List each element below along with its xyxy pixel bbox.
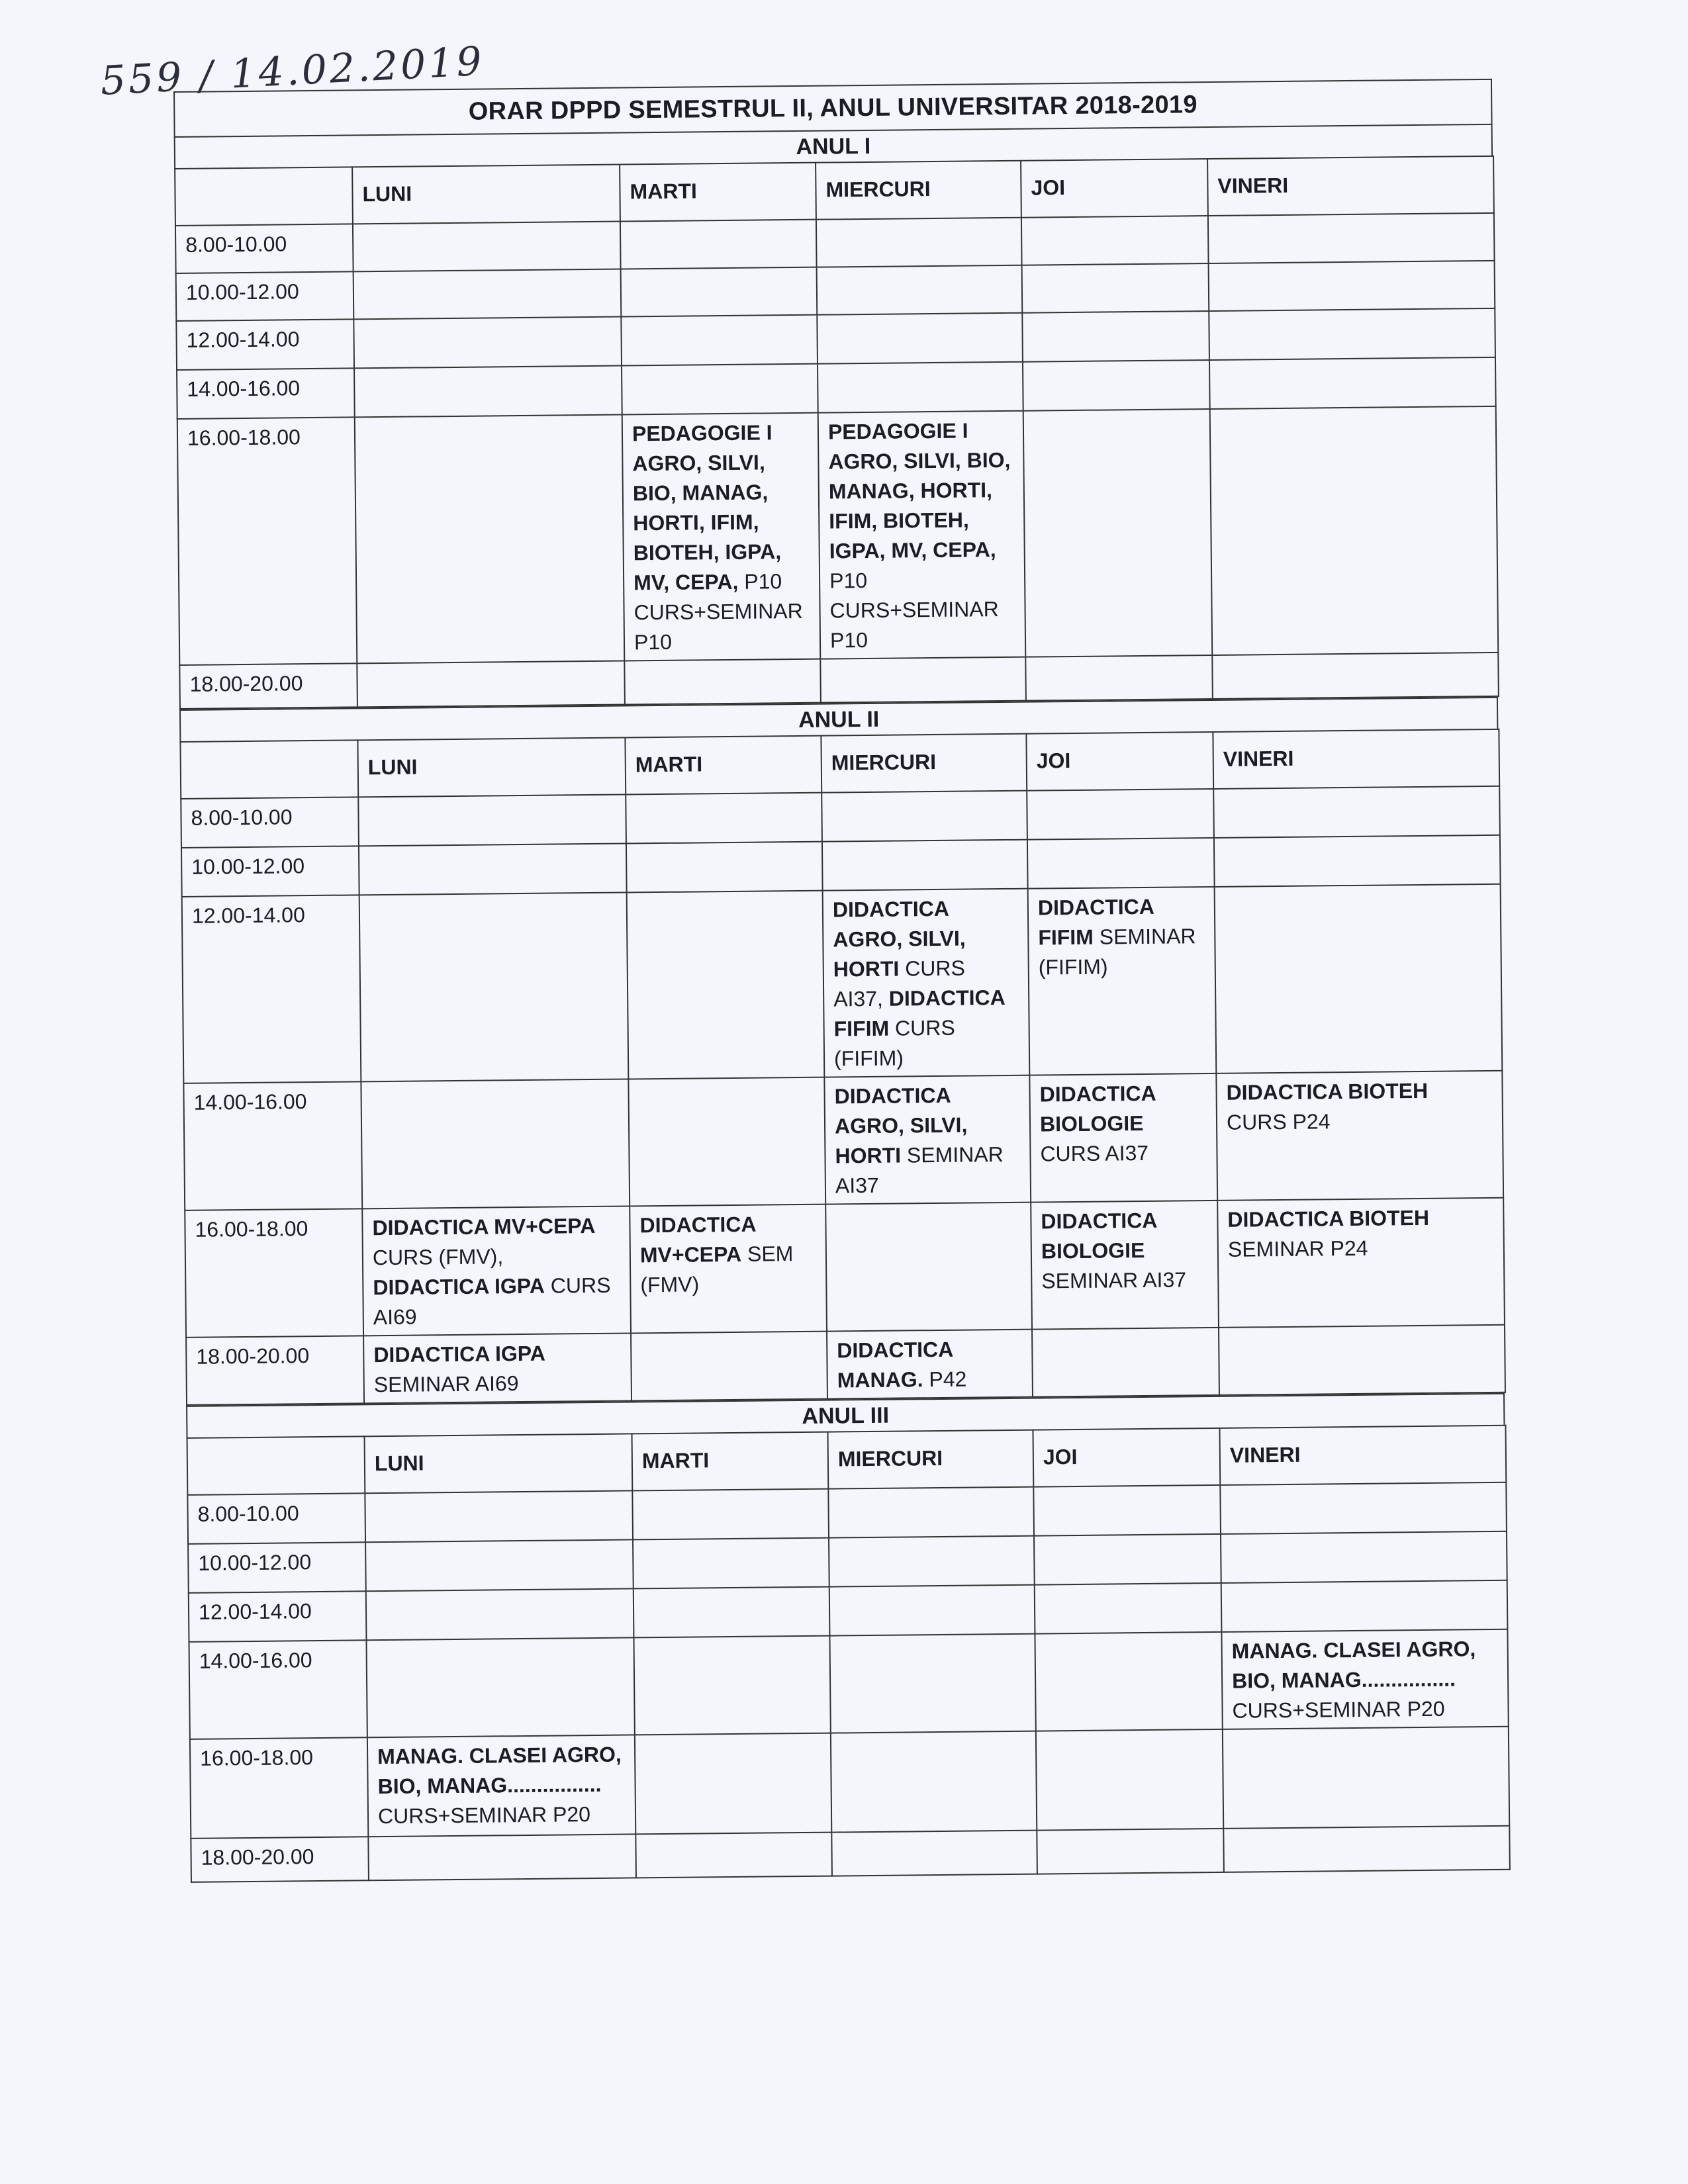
schedule-cell: [626, 842, 823, 893]
course-details: CURS (FMV),: [372, 1244, 504, 1270]
time-slot: 12.00-14.00: [189, 1591, 367, 1642]
schedule-cell: [1029, 1073, 1217, 1203]
schedule-table: [187, 1425, 1511, 1883]
timetable-sheet: [173, 79, 1509, 1883]
course-details: CURS AI69: [373, 1273, 611, 1330]
course-name: DIDACTICA BIOTEH: [1227, 1205, 1430, 1232]
schedule-cell: [1221, 1629, 1508, 1729]
schedule-cell: [363, 1333, 632, 1403]
course-name: MANAG. CLASEI AGRO, BIO, MANAG................: [377, 1742, 622, 1799]
time-slot: 8.00-10.00: [181, 797, 359, 848]
schedule-cell: [353, 269, 622, 320]
day-header: VINERI: [1219, 1426, 1506, 1485]
time-row: [182, 884, 1503, 1083]
schedule-cell: [1223, 1727, 1509, 1829]
course-details: SEMINAR AI69: [373, 1371, 519, 1397]
schedule-cell: [829, 1585, 1035, 1636]
course-details: CURS+SEMINAR P20: [377, 1802, 591, 1829]
schedule-cell: [1028, 887, 1217, 1075]
course-name: DIDACTICA MV+CEPA: [372, 1213, 596, 1240]
schedule-cell: [620, 220, 817, 269]
schedule-cell: [353, 317, 622, 369]
schedule-cell: [1223, 1826, 1510, 1872]
schedule-cell: [367, 1735, 635, 1837]
schedule-cell: [821, 791, 1027, 842]
schedule-cell: [631, 1332, 827, 1401]
schedule-cell: [627, 891, 825, 1079]
time-slot: 8.00-10.00: [175, 224, 353, 273]
day-header: VINERI: [1207, 156, 1494, 216]
schedule-cell: [1021, 216, 1209, 265]
schedule-cell: [1035, 1583, 1222, 1634]
schedule-cell: [1221, 1531, 1507, 1583]
time-slot: 14.00-16.00: [177, 368, 355, 419]
year-label: ANUL II: [179, 697, 1498, 741]
time-row: [183, 1071, 1503, 1210]
schedule-cell: [354, 366, 622, 418]
schedule-cell: [817, 265, 1023, 315]
course-name: DIDACTICA MANAG.: [837, 1337, 953, 1392]
schedule-cell: [1036, 1729, 1223, 1831]
schedule-cell: [621, 267, 818, 317]
schedule-cell: [829, 1634, 1035, 1733]
schedule-cell: [828, 1487, 1034, 1538]
time-slot: 10.00-12.00: [188, 1542, 366, 1593]
time-slot: 12.00-14.00: [182, 895, 361, 1083]
time-row: [190, 1727, 1509, 1839]
day-header: LUNI: [352, 165, 620, 224]
course-details: CURS (FIFIM): [833, 1015, 955, 1071]
schedule-cell: [635, 1833, 832, 1878]
schedule-cell: [817, 313, 1023, 364]
schedule-cell: [1214, 835, 1501, 887]
time-row: [186, 1325, 1505, 1405]
time-slot: 16.00-18.00: [177, 417, 357, 665]
schedule-cell: [624, 659, 821, 705]
schedule-cell: [818, 411, 1026, 659]
schedule-cell: [1025, 655, 1213, 701]
course-details: CURS+SEMINAR P20: [1232, 1696, 1445, 1723]
schedule-cell: [1037, 1829, 1224, 1874]
day-header: LUNI: [357, 737, 626, 797]
day-header: JOI: [1033, 1428, 1220, 1487]
course-details: CURS AI37: [1040, 1140, 1149, 1166]
schedule-cell: [1034, 1534, 1221, 1585]
course-name: DIDACTICA AGRO, SILVI, HORTI: [832, 896, 966, 981]
time-slot: 18.00-20.00: [191, 1837, 369, 1882]
schedule-cell: [827, 1330, 1033, 1399]
schedule-cell: [358, 794, 626, 846]
schedule-cell: [1217, 1198, 1505, 1328]
schedule-cell: [1209, 261, 1495, 311]
day-header: MARTI: [620, 163, 816, 222]
page-title: ORAR DPPD SEMESTRUL II, ANUL UNIVERSITAR 2018-2019: [173, 79, 1493, 136]
schedule-cell: [633, 1538, 829, 1589]
schedule-cell: [365, 1490, 633, 1542]
course-details: SEMINAR P24: [1227, 1236, 1368, 1261]
time-row: [177, 406, 1498, 665]
course-details: P10 CURS+SEMINAR P10: [829, 568, 999, 653]
schedule-cell: [365, 1539, 633, 1591]
schedule-cell: [831, 1731, 1037, 1833]
day-header: MIERCURI: [816, 161, 1021, 220]
years-container: [174, 124, 1509, 1883]
time-slot: 12.00-14.00: [176, 319, 354, 370]
course-name: DIDACTICA IGPA: [373, 1273, 545, 1300]
schedule-cell: [1212, 653, 1499, 699]
course-name: DIDACTICA MV+CEPA: [639, 1212, 756, 1267]
schedule-cell: [622, 413, 821, 661]
time-slot: 8.00-10.00: [187, 1493, 365, 1544]
schedule-cell: [1219, 1325, 1505, 1395]
course-details: CURS AI37,: [833, 956, 966, 1011]
course-name: DIDACTICA FIFIM: [833, 985, 1005, 1041]
schedule-table: [179, 729, 1506, 1406]
schedule-cell: [823, 889, 1030, 1077]
schedule-cell: [359, 843, 627, 895]
schedule-cell: [1209, 308, 1495, 360]
corner-cell: [175, 167, 353, 226]
time-slot: 14.00-16.00: [189, 1640, 367, 1739]
corner-cell: [180, 740, 358, 799]
schedule-cell: [1221, 1580, 1508, 1632]
course-details: SEMINAR (FIFIM): [1038, 924, 1196, 979]
course-details: P42: [923, 1367, 967, 1392]
schedule-cell: [816, 218, 1022, 267]
schedule-table: [174, 156, 1499, 709]
time-slot: 10.00-12.00: [181, 846, 359, 897]
schedule-cell: [1213, 786, 1500, 838]
schedule-cell: [626, 793, 822, 844]
schedule-cell: [1023, 360, 1210, 411]
day-header: MARTI: [632, 1432, 829, 1491]
day-header: VINERI: [1213, 729, 1499, 789]
time-row: [189, 1629, 1508, 1739]
course-name: DIDACTICA BIOTEH: [1226, 1078, 1429, 1105]
schedule-cell: [355, 415, 625, 664]
schedule-cell: [1027, 789, 1214, 840]
course-details: SEM (FMV): [640, 1242, 794, 1297]
schedule-cell: [820, 657, 1026, 703]
schedule-cell: [630, 1205, 827, 1334]
time-slot: 18.00-20.00: [179, 663, 357, 709]
schedule-cell: [628, 1077, 825, 1206]
course-name: DIDACTICA BIOLOGIE: [1039, 1081, 1156, 1136]
course-name: MANAG. CLASEI AGRO, BIO, MANAG................: [1231, 1637, 1476, 1693]
schedule-cell: [1216, 1071, 1503, 1201]
schedule-cell: [1215, 884, 1503, 1073]
time-slot: 16.00-18.00: [185, 1208, 363, 1338]
schedule-cell: [366, 1588, 634, 1640]
schedule-cell: [1035, 1632, 1222, 1731]
day-header: MARTI: [625, 736, 821, 795]
schedule-cell: [1210, 406, 1499, 655]
course-name: DIDACTICA FIFIM: [1037, 894, 1154, 950]
day-header: LUNI: [365, 1433, 633, 1493]
course-details: SEMINAR AI37: [835, 1142, 1004, 1198]
handwritten-registration-number: 559 / 14.02.2019: [99, 38, 486, 105]
course-details: CURS P24: [1226, 1109, 1331, 1134]
year-label: ANUL I: [174, 124, 1493, 168]
schedule-cell: [1033, 1485, 1221, 1536]
schedule-cell: [824, 1075, 1031, 1205]
schedule-cell: [822, 840, 1028, 891]
schedule-cell: [818, 362, 1023, 413]
course-details: P10 CURS+SEMINAR P10: [633, 569, 803, 655]
schedule-cell: [1032, 1328, 1219, 1397]
schedule-cell: [1209, 357, 1496, 409]
day-header: JOI: [1021, 159, 1208, 218]
time-row: [185, 1198, 1505, 1338]
schedule-cell: [1220, 1482, 1507, 1534]
day-header: MIERCURI: [827, 1430, 1033, 1489]
schedule-cell: [1031, 1201, 1219, 1330]
course-name: PEDAGOGIE I AGRO, SILVI, BIO, MANAG, HORTI, IFIM, BIOTEH, IGPA, MV, CEPA,: [632, 420, 782, 595]
schedule-cell: [635, 1733, 831, 1835]
schedule-cell: [633, 1636, 830, 1735]
schedule-cell: [622, 364, 818, 415]
time-slot: 14.00-16.00: [183, 1081, 362, 1210]
course-name: DIDACTICA AGRO, SILVI, HORTI: [834, 1083, 968, 1168]
schedule-cell: [1027, 838, 1215, 889]
schedule-cell: [357, 660, 625, 707]
schedule-cell: [632, 1489, 829, 1540]
schedule-cell: [359, 892, 629, 1081]
schedule-cell: [366, 1637, 634, 1737]
schedule-cell: [1022, 263, 1209, 313]
schedule-cell: [831, 1831, 1037, 1876]
schedule-cell: [633, 1587, 830, 1638]
course-name: PEDAGOGIE I AGRO, SILVI, BIO, MANAG, HORTI, IFIM, BIOTEH, IGPA, MV, CEPA,: [827, 418, 1011, 563]
time-slot: 16.00-18.00: [190, 1737, 368, 1839]
schedule-cell: [1022, 311, 1209, 362]
schedule-cell: [825, 1203, 1032, 1332]
schedule-cell: [1208, 213, 1495, 263]
schedule-cell: [353, 222, 621, 272]
course-details: SEMINAR AI37: [1041, 1267, 1187, 1293]
schedule-cell: [361, 1079, 630, 1208]
day-header: MIERCURI: [821, 734, 1027, 793]
year-label: ANUL III: [186, 1393, 1505, 1437]
time-slot: 10.00-12.00: [176, 271, 354, 321]
day-header: JOI: [1026, 732, 1213, 791]
course-name: DIDACTICA IGPA: [373, 1341, 546, 1367]
course-name: DIDACTICA BIOLOGIE: [1041, 1208, 1157, 1263]
schedule-cell: [829, 1536, 1035, 1587]
schedule-cell: [368, 1834, 636, 1880]
schedule-cell: [362, 1206, 631, 1336]
schedule-cell: [1023, 409, 1213, 657]
schedule-cell: [621, 315, 818, 366]
corner-cell: [187, 1436, 365, 1495]
time-slot: 18.00-20.00: [186, 1336, 364, 1405]
